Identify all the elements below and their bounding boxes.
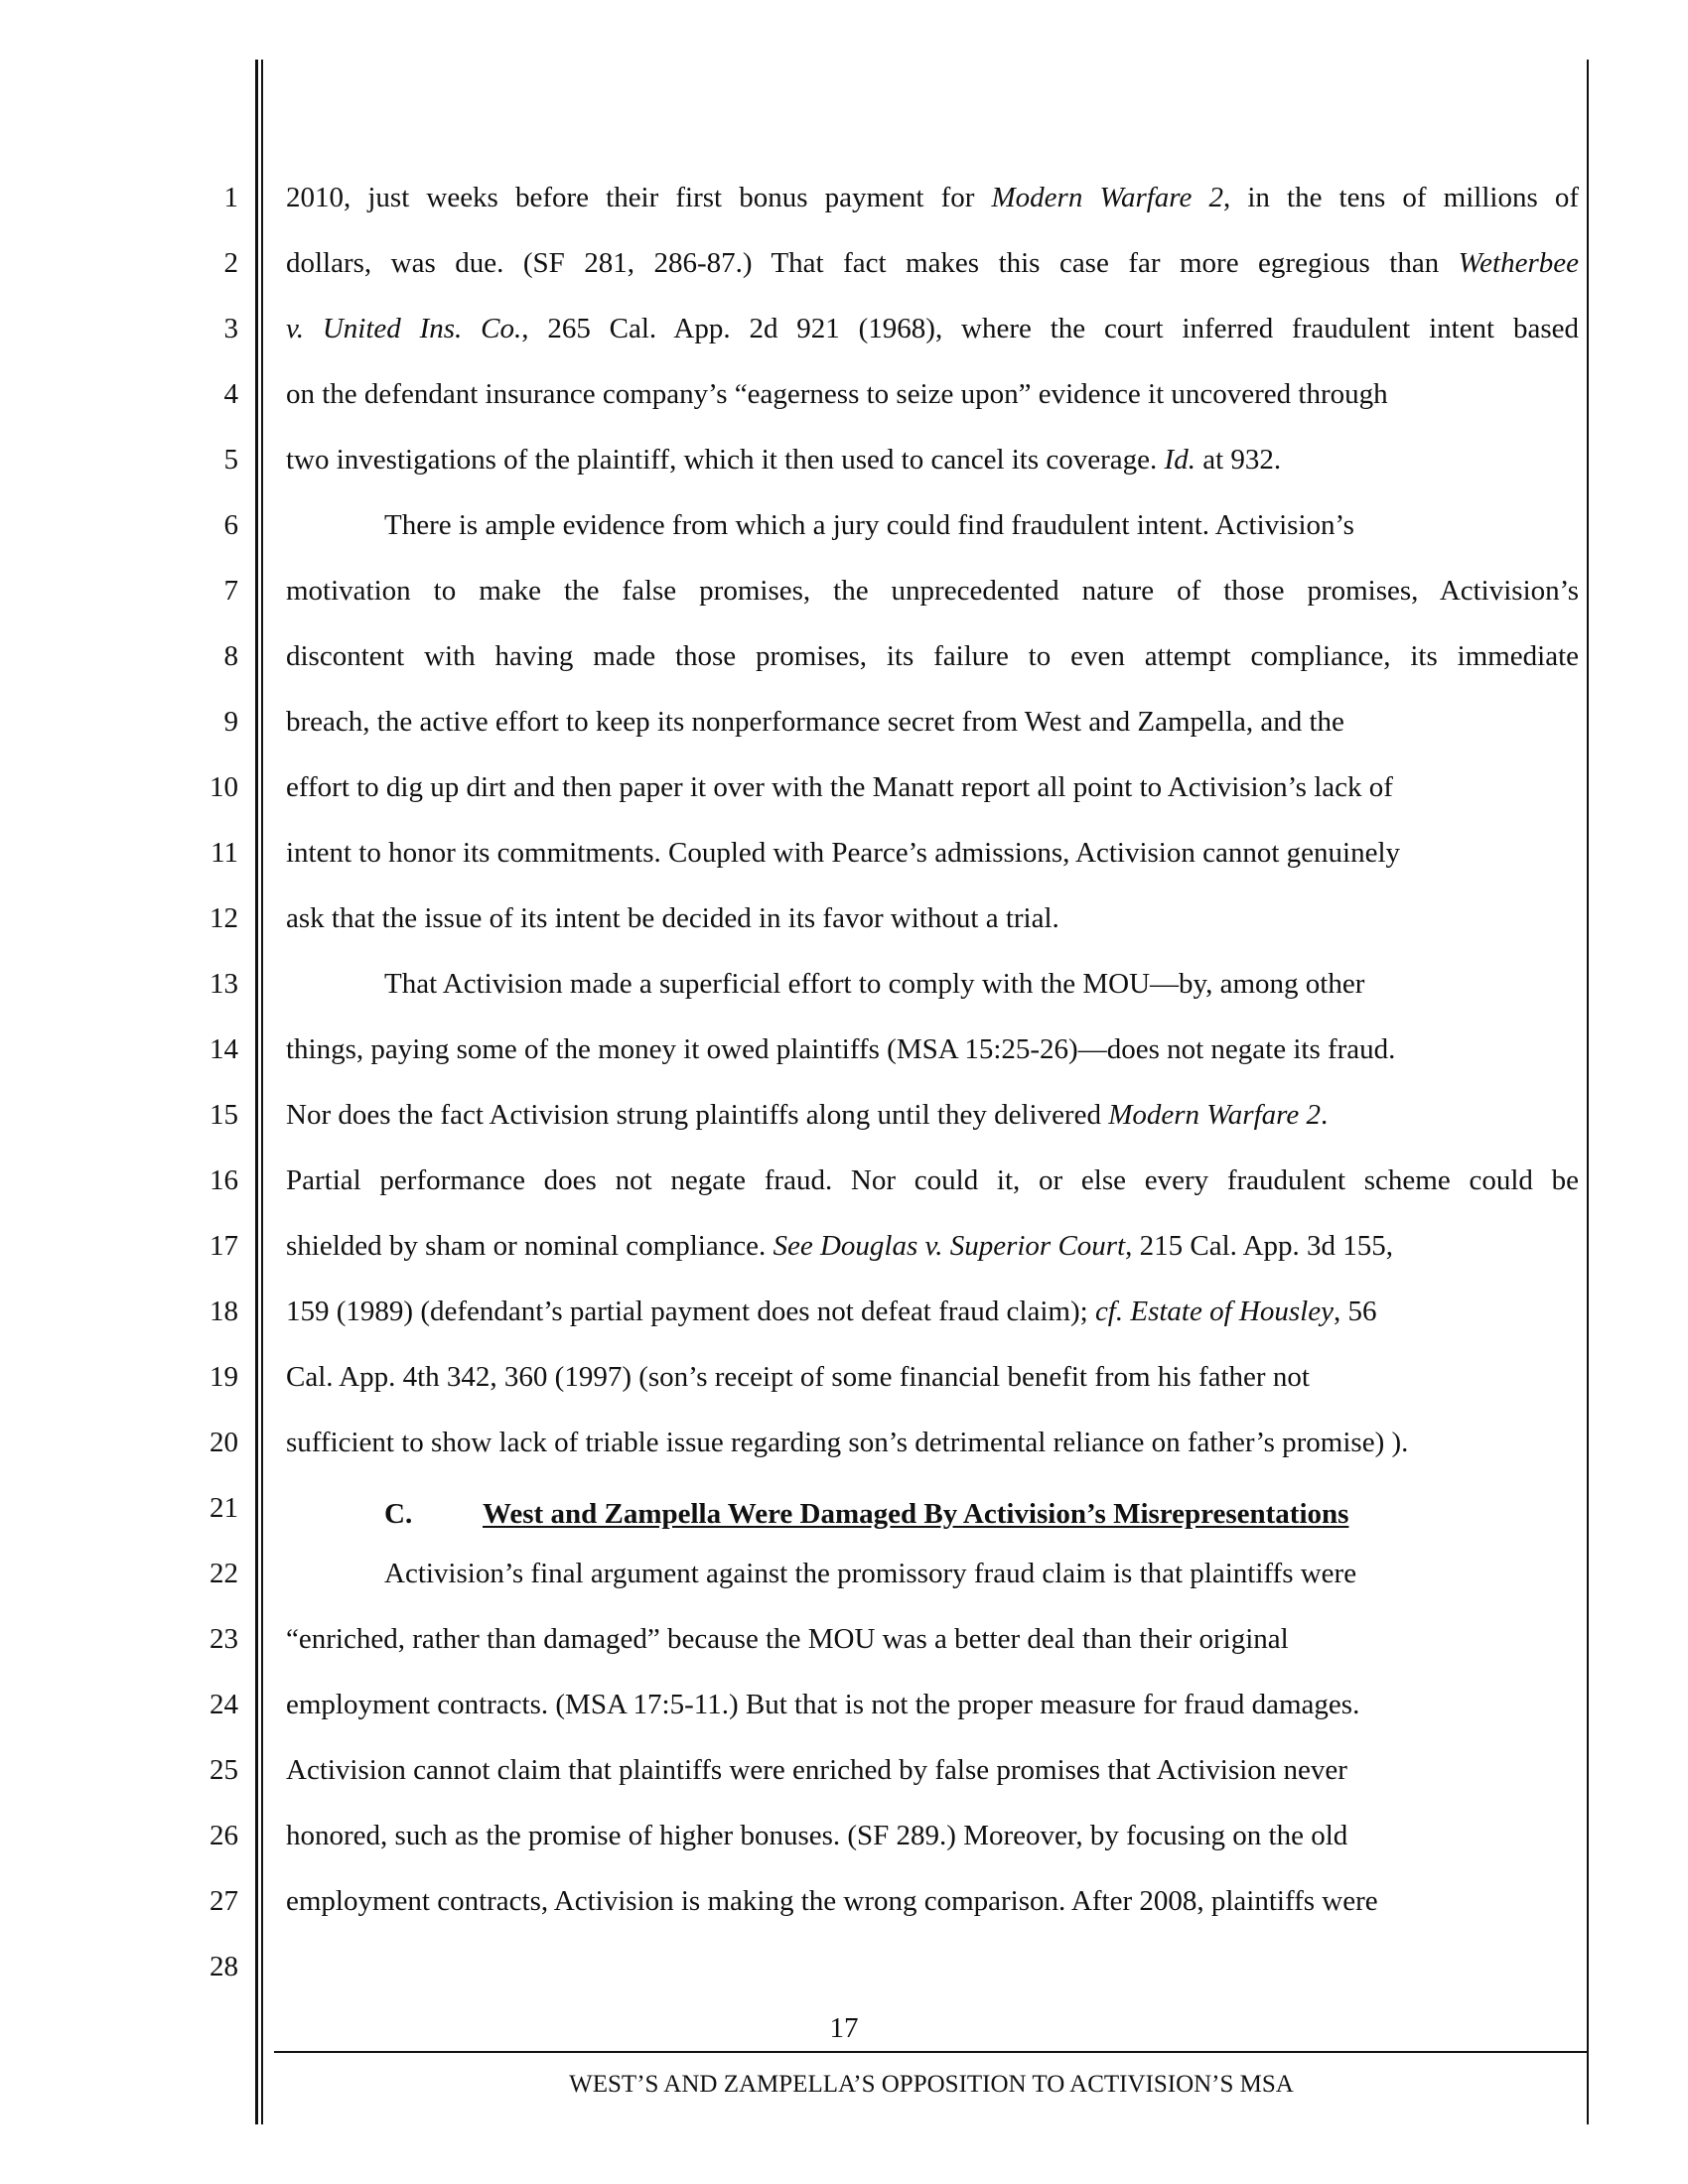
footer-rule <box>274 2051 1589 2053</box>
text-run: , 56 <box>1333 1296 1377 1327</box>
line-number: 12 <box>210 902 238 934</box>
line-number: 9 <box>223 706 238 738</box>
text-line-25 <box>286 1753 1347 1787</box>
text-run: at 932. <box>1195 444 1282 476</box>
text-line-23 <box>286 1622 1289 1656</box>
text-line-22 <box>384 1557 1356 1590</box>
text-run: shielded by sham or nominal compliance. <box>286 1230 774 1262</box>
text-line-5 <box>286 443 1281 477</box>
text-line-19 <box>286 1360 1310 1394</box>
line-number: 18 <box>210 1296 238 1327</box>
line-number: 21 <box>210 1492 238 1524</box>
line-number: 2 <box>223 247 238 279</box>
text-line-18 <box>286 1295 1376 1328</box>
section-heading <box>384 1497 1348 1531</box>
line-number: 23 <box>210 1623 238 1655</box>
line-number: 10 <box>210 771 238 803</box>
text-run: Nor does the fact Activision strung plaintiffs along until they delivered <box>286 1099 1109 1131</box>
line-number: 27 <box>210 1885 238 1917</box>
case-name-italic: Wetherbee <box>1458 247 1579 279</box>
text-line-26 <box>286 1819 1347 1852</box>
text-line-13 <box>384 967 1364 1001</box>
text-run: Partial performance does not negate fraud. Nor could it, or else every fraudulent scheme could be <box>286 1164 1579 1196</box>
line-number: 5 <box>223 444 238 476</box>
text-run: 2010, just weeks before their first bonus payment for <box>286 182 992 213</box>
page-number: 17 <box>829 2012 859 2044</box>
title-italic: Modern Warfare 2 <box>1108 1099 1321 1131</box>
text-run: discontent with having made those promises, its failure to even attempt compliance, its immediate <box>286 640 1579 672</box>
line-number: 13 <box>210 968 238 1000</box>
citation-italic: Id. <box>1164 444 1196 476</box>
line-number: 14 <box>210 1033 238 1065</box>
text-line-16 <box>286 1163 1579 1197</box>
text-line-1 <box>286 181 1579 214</box>
text-run: intent to honor its commitments. Coupled with Pearce’s admissions, Activision cannot genuinely <box>286 837 1401 869</box>
text-run: employment contracts, Activision is making the wrong comparison. After 2008, plaintiffs were <box>286 1885 1378 1917</box>
text-line-2 <box>286 246 1579 280</box>
line-number: 19 <box>210 1361 238 1393</box>
line-number: 1 <box>223 182 238 213</box>
text-run: , 265 Cal. App. 2d 921 (1968), where the court inferred fraudulent intent based <box>521 313 1579 344</box>
case-name-italic: v. United Ins. Co. <box>286 313 522 344</box>
line-number: 20 <box>210 1427 238 1458</box>
text-line-12 <box>286 901 1059 935</box>
line-number: 6 <box>223 509 238 541</box>
text-run: on the defendant insurance company’s “eagerness to seize upon” evidence it uncovered through <box>286 378 1388 410</box>
text-line-6 <box>384 508 1354 542</box>
text-run: effort to dig up dirt and then paper it over with the Manatt report all point to Activision’s lack of <box>286 771 1393 803</box>
line-number: 17 <box>210 1230 238 1262</box>
text-run: That Activision made a superficial effort to comply with the MOU—by, among other <box>384 968 1365 1000</box>
text-run: , in the tens of millions of <box>1222 182 1579 213</box>
text-line-7 <box>286 574 1579 608</box>
line-number: 22 <box>210 1558 238 1589</box>
text-run: Activision cannot claim that plaintiffs were enriched by false promises that Activision never <box>286 1754 1347 1786</box>
text-line-4 <box>286 377 1388 411</box>
text-line-20 <box>286 1426 1408 1459</box>
line-number: 11 <box>211 837 238 869</box>
text-line-9 <box>286 705 1344 739</box>
text-run: There is ample evidence from which a jury could find fraudulent intent. Activision’s <box>384 509 1354 541</box>
case-name-italic: Modern Warfare 2 <box>991 182 1223 213</box>
line-number: 26 <box>210 1820 238 1851</box>
text-run: two investigations of the plaintiff, which it then used to cancel its coverage. <box>286 444 1165 476</box>
text-line-17 <box>286 1229 1393 1263</box>
text-line-8 <box>286 639 1579 673</box>
text-run: employment contracts. (MSA 17:5-11.) But that is not the proper measure for fraud damages. <box>286 1689 1360 1720</box>
line-number: 3 <box>223 313 238 344</box>
text-run: dollars, was due. (SF 281, 286-87.) That fact makes this case far more egregious than <box>286 247 1459 279</box>
text-run: Activision’s final argument against the promissory fraud claim is that plaintiffs were <box>384 1558 1357 1589</box>
line-number: 28 <box>210 1951 238 1982</box>
text-run: sufficient to show lack of triable issue regarding son’s detrimental reliance on father’s promise) ). <box>286 1427 1409 1458</box>
text-line-27 <box>286 1884 1378 1918</box>
line-number: 7 <box>223 575 238 607</box>
text-line-10 <box>286 770 1393 804</box>
line-number: 24 <box>210 1689 238 1720</box>
text-line-14 <box>286 1032 1395 1066</box>
line-number: 8 <box>223 640 238 672</box>
line-number: 16 <box>210 1164 238 1196</box>
text-line-15 <box>286 1098 1328 1132</box>
line-number: 15 <box>210 1099 238 1131</box>
line-number: 4 <box>223 378 238 410</box>
case-name-italic: cf. Estate of Housley <box>1094 1296 1334 1327</box>
text-run: ask that the issue of its intent be decided in its favor without a trial. <box>286 902 1059 934</box>
text-run: . <box>1320 1099 1329 1131</box>
text-line-11 <box>286 836 1400 870</box>
text-run: breach, the active effort to keep its nonperformance secret from West and Zampella, and the <box>286 706 1344 738</box>
text-run: “enriched, rather than damaged” because the MOU was a better deal than their original <box>286 1623 1289 1655</box>
text-run: things, paying some of the money it owed plaintiffs (MSA 15:25-26)—does not negate its fraud. <box>286 1033 1396 1065</box>
text-run: honored, such as the promise of higher bonuses. (SF 289.) Moreover, by focusing on the old <box>286 1820 1348 1851</box>
line-number: 25 <box>210 1754 238 1786</box>
text-run: , 215 Cal. App. 3d 155, <box>1125 1230 1394 1262</box>
text-line-3 <box>286 312 1579 345</box>
case-name-italic: See Douglas v. Superior Court <box>773 1230 1126 1262</box>
text-line-24 <box>286 1688 1359 1721</box>
text-run: Cal. App. 4th 342, 360 (1997) (son’s receipt of some financial benefit from his father not <box>286 1361 1310 1393</box>
section-letter: C. <box>384 1498 413 1530</box>
section-title: West and Zampella Were Damaged By Activision’s Misrepresentations <box>483 1498 1349 1530</box>
footer-title: WEST’S AND ZAMPELLA’S OPPOSITION TO ACTIVISION’S MSA <box>569 2071 1294 2098</box>
text-run: motivation to make the false promises, the unprecedented nature of those promises, Activision’s <box>286 575 1579 607</box>
text-run: 159 (1989) (defendant’s partial payment does not defeat fraud claim); <box>286 1296 1095 1327</box>
